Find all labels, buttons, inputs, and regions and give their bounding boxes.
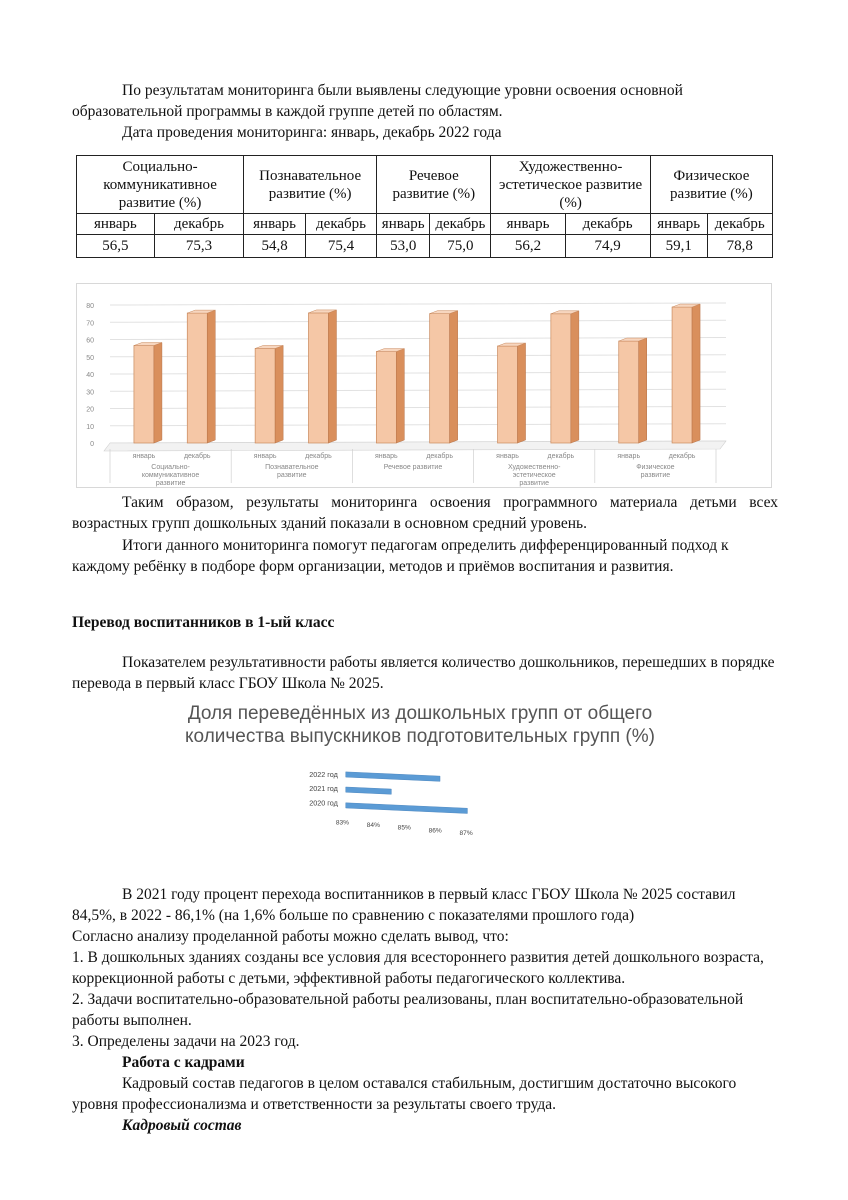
list-item: 1. В дошкольных зданиях созданы все условия для всестороннего развития детей дошкольного возраста, коррекционной работы с детьми, эффективной работы педагогического коллектива. <box>72 949 764 987</box>
y-tick-label: 70 <box>86 320 94 328</box>
table-cell: 56,2 <box>491 235 565 258</box>
y-category-label: 2022 год <box>309 770 338 780</box>
staff-paragraph: Кадровый состав педагогов в целом оставался стабильным, достигшим достаточно высокого уровня профессионализма и ответственности за результаты своего труда. <box>72 1075 737 1113</box>
chart-bar <box>619 341 639 443</box>
table-subheader-cell: январь <box>244 214 306 235</box>
x-tick-label: 84% <box>366 822 380 830</box>
chart-bar-side <box>275 345 283 443</box>
group-label: Социально- <box>151 464 190 471</box>
x-tick-label: декабрь <box>426 453 453 460</box>
x-tick-label: январь <box>374 453 398 460</box>
y-tick-label: 80 <box>86 303 94 310</box>
table-cell: 75,0 <box>430 235 491 258</box>
x-tick-label: декабрь <box>668 453 696 460</box>
table-header-cell: Физическое развитие (%) <box>650 156 772 214</box>
chart-bar-side <box>328 310 336 443</box>
table-subheader-cell: декабрь <box>154 214 243 235</box>
section-heading: Перевод воспитанников в 1-ый класс <box>72 614 335 631</box>
table-subheader-cell: январь <box>77 214 155 235</box>
section-heading: Кадровый состав <box>122 1117 242 1134</box>
outcome-paragraph: Итоги данного мониторинга помогут педагогам определить дифференцированный подход к каждому ребёнку в подборе форм организации, методов и приёмов воспитания и развития. <box>72 537 729 575</box>
chart-bar <box>134 346 154 443</box>
y-tick-label: 30 <box>86 389 94 397</box>
chart-bar-side <box>396 349 404 443</box>
conclusions-list <box>72 947 778 1052</box>
table-subheader-cell: январь <box>650 214 707 235</box>
table-cell: 78,8 <box>707 235 772 258</box>
group-label: развитие <box>640 472 671 479</box>
y-tick-label: 50 <box>86 354 94 362</box>
table-subheader-cell: декабрь <box>565 214 650 235</box>
x-tick-label: 85% <box>397 824 411 832</box>
list-item: 2. Задачи воспитательно-образовательной работы реализованы, план воспитательно-образовательной работы выполнен. <box>72 991 744 1029</box>
section-heading: Работа с кадрами <box>122 1054 245 1071</box>
chart-bar-side <box>207 310 215 443</box>
y-tick-label: 0 <box>90 441 94 448</box>
chart-bar <box>255 348 275 443</box>
table-header-cell: Социально-коммуникативное развитие (%) <box>77 156 244 214</box>
chart-bar <box>430 314 450 443</box>
chart-bar <box>346 803 468 814</box>
list-item: 3. Определены задачи на 2023 год. <box>72 1033 300 1050</box>
performance-paragraph: Показателем результативности работы является количество дошкольников, перешедших в порядке перевода в первый класс ГБОУ Школа № 2025. <box>72 654 775 692</box>
table-subheader-cell: январь <box>377 214 430 235</box>
monitoring-table <box>76 155 773 258</box>
chart-bar-side <box>154 343 162 443</box>
table-subheader-row <box>77 214 773 235</box>
table-cell: 75,3 <box>154 235 243 258</box>
x-tick-label: январь <box>496 453 519 460</box>
x-tick-label: 87% <box>459 830 473 837</box>
table-subheader-cell: декабрь <box>707 214 772 235</box>
table-row <box>77 235 773 258</box>
chart-bar <box>187 313 207 443</box>
table-cell: 56,5 <box>77 235 155 258</box>
table-cell: 74,9 <box>565 235 650 258</box>
monitoring-bar-chart <box>76 283 772 488</box>
chart-bar-side <box>692 304 700 443</box>
x-tick-label: декабрь <box>547 453 575 460</box>
table-cell: 54,8 <box>244 235 306 258</box>
conclusion-paragraph: Таким образом, результаты мониторинга освоения программного материала детьми всех возрастных групп дошкольных зданий показали в основном средний уровень. <box>72 494 778 532</box>
x-tick-label: январь <box>132 453 156 460</box>
chart-bar <box>346 772 440 782</box>
x-tick-label: декабрь <box>183 453 211 460</box>
table-subheader-cell: декабрь <box>305 214 376 235</box>
x-tick-label: январь <box>617 453 641 460</box>
chart-bar-side <box>450 311 458 443</box>
y-category-label: 2020 год <box>309 798 338 808</box>
y-category-label: 2021 год <box>309 783 338 793</box>
chart-frame <box>77 284 772 488</box>
chart-bar-side <box>639 338 647 443</box>
chart-title: Доля переведённых из дошкольных групп от общего <box>187 703 653 724</box>
group-label: развитие <box>277 472 307 479</box>
group-label: Речевое развитие <box>383 464 443 471</box>
chart-bar <box>376 352 396 443</box>
y-tick-label: 40 <box>86 372 94 379</box>
group-label: Физическое <box>636 464 675 471</box>
group-label: развитие <box>155 480 186 487</box>
table-cell: 59,1 <box>650 235 707 258</box>
group-label: эстетическое <box>512 472 556 479</box>
x-tick-label: 86% <box>428 827 442 835</box>
transfer-paragraph: В 2021 году процент перехода воспитанников в первый класс ГБОУ Школа № 2025 составил 84,5%, в 2022 - 86,1% (на 1,6% больше по сравнению с показателями прошлого года) <box>72 886 736 924</box>
group-label: развитие <box>519 480 549 487</box>
table-header-cell: Художественно-эстетическое развитие (%) <box>491 156 650 214</box>
chart-bar <box>672 307 692 443</box>
y-tick-label: 20 <box>86 406 94 414</box>
chart-title: количества выпускников подготовительных групп (%) <box>185 726 655 747</box>
transfer-bar-chart <box>0 760 848 885</box>
group-label: коммуникативное <box>141 472 200 479</box>
table-subheader-cell: январь <box>491 214 565 235</box>
group-label: Познавательное <box>265 464 319 471</box>
chart-bar <box>308 313 328 443</box>
table-cell: 75,4 <box>305 235 376 258</box>
chart-bar-side <box>518 343 526 443</box>
table-header-cell: Речевое развитие (%) <box>377 156 491 214</box>
table-header-row <box>77 156 773 214</box>
y-tick-label: 10 <box>86 423 94 431</box>
chart-bar-side <box>571 311 579 443</box>
table-cell: 53,0 <box>377 235 430 258</box>
intro-paragraph: По результатам мониторинга были выявлены следующие уровни освоения основной образовательной программы в каждой группе детей по областям. <box>72 82 683 120</box>
table-subheader-cell: декабрь <box>430 214 491 235</box>
chart-bar <box>346 787 392 794</box>
monitoring-date: Дата проведения мониторинга: январь, декабрь 2022 года <box>122 124 502 141</box>
x-tick-label: январь <box>253 453 277 460</box>
analysis-paragraph: Согласно анализу проделанной работы можно сделать вывод, что: <box>72 928 509 945</box>
x-tick-label: декабрь <box>305 453 332 460</box>
y-tick-label: 60 <box>86 337 94 345</box>
chart-bar <box>551 314 571 443</box>
table-header-cell: Познавательное развитие (%) <box>244 156 377 214</box>
chart-bar <box>498 346 518 443</box>
x-tick-label: 83% <box>335 819 349 827</box>
group-label: Художественно- <box>507 464 561 471</box>
